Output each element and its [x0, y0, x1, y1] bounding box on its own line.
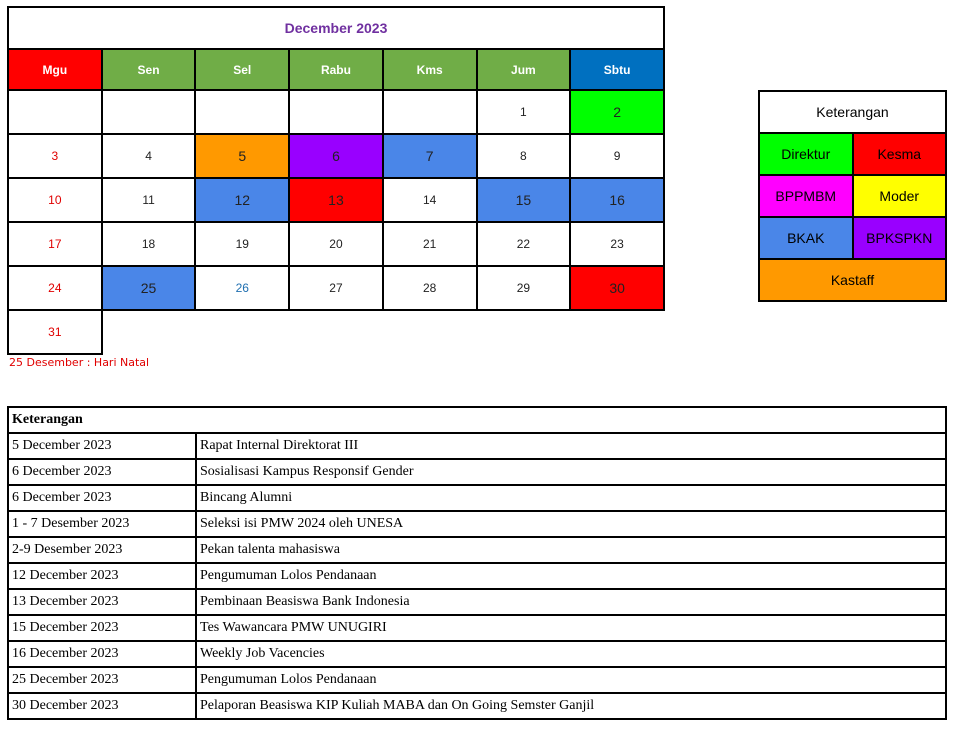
day-cell: 23: [570, 222, 664, 266]
day-cell: 17: [8, 222, 102, 266]
legend-item-kastaff: Kastaff: [759, 259, 946, 301]
event-description: Sosialisasi Kampus Responsif Gender: [196, 459, 946, 485]
day-cell: [289, 90, 383, 134]
day-cell: 15: [477, 178, 571, 222]
day-cell: 21: [383, 222, 477, 266]
calendar-title: December 2023: [8, 7, 664, 49]
day-cell: 24: [8, 266, 102, 310]
day-cell: 22: [477, 222, 571, 266]
day-cell: 11: [102, 178, 196, 222]
color-legend: [758, 90, 947, 302]
event-date: 25 December 2023: [8, 667, 196, 693]
event-date: 1 - 7 Desember 2023: [8, 511, 196, 537]
day-cell: 7: [383, 134, 477, 178]
event-description: Bincang Alumni: [196, 485, 946, 511]
weekday-header: Sen: [102, 49, 196, 90]
event-date: 6 December 2023: [8, 485, 196, 511]
day-cell: 10: [8, 178, 102, 222]
legend-item: BPPMBM: [759, 175, 853, 217]
table-row: [8, 615, 946, 641]
table-row: [8, 433, 946, 459]
day-cell: 26: [195, 266, 289, 310]
legend-item: Kesma: [853, 133, 947, 175]
day-cell: 20: [289, 222, 383, 266]
table-row: [8, 641, 946, 667]
event-description: Weekly Job Vacencies: [196, 641, 946, 667]
event-date: 30 December 2023: [8, 693, 196, 719]
table-row: [8, 537, 946, 563]
events-table: [7, 406, 947, 720]
table-row: [8, 667, 946, 693]
weekday-header: Sel: [195, 49, 289, 90]
day-cell: [383, 90, 477, 134]
event-description: Rapat Internal Direktorat III: [196, 433, 946, 459]
table-row: [8, 693, 946, 719]
event-date: 15 December 2023: [8, 615, 196, 641]
calendar-week: [8, 90, 664, 134]
day-cell: 9: [570, 134, 664, 178]
day-cell: 19: [195, 222, 289, 266]
event-description: Pengumuman Lolos Pendanaan: [196, 667, 946, 693]
legend-item: Moder: [853, 175, 947, 217]
day-cell: [195, 90, 289, 134]
event-date: 16 December 2023: [8, 641, 196, 667]
day-cell: 2: [570, 90, 664, 134]
day-cell: 1: [477, 90, 571, 134]
calendar-week: [8, 222, 664, 266]
holiday-note: 25 Desember : Hari Natal: [9, 356, 150, 369]
weekday-header: Rabu: [289, 49, 383, 90]
calendar-grid: [7, 6, 665, 355]
calendar-week: [8, 134, 664, 178]
weekday-header: Sbtu: [570, 49, 664, 90]
day-cell: 28: [383, 266, 477, 310]
day-cell: 6: [289, 134, 383, 178]
event-date: 12 December 2023: [8, 563, 196, 589]
empty-area: [102, 310, 664, 354]
day-cell: 31: [8, 310, 102, 354]
table-row: [8, 563, 946, 589]
weekday-header: Jum: [477, 49, 571, 90]
day-cell: 16: [570, 178, 664, 222]
day-cell: 4: [102, 134, 196, 178]
event-description: Pekan talenta mahasiswa: [196, 537, 946, 563]
legend-title: Keterangan: [759, 91, 946, 133]
event-description: Pelaporan Beasiswa KIP Kuliah MABA dan On Going Semster Ganjil: [196, 693, 946, 719]
event-description: Tes Wawancara PMW UNUGIRI: [196, 615, 946, 641]
day-cell: 12: [195, 178, 289, 222]
day-cell: [102, 90, 196, 134]
day-cell: 18: [102, 222, 196, 266]
events-title: Keterangan: [8, 407, 946, 433]
day-cell: 30: [570, 266, 664, 310]
event-description: Seleksi isi PMW 2024 oleh UNESA: [196, 511, 946, 537]
table-row: [8, 511, 946, 537]
day-cell: 14: [383, 178, 477, 222]
calendar-week: [8, 178, 664, 222]
day-cell: 27: [289, 266, 383, 310]
table-row: [8, 459, 946, 485]
day-cell: 8: [477, 134, 571, 178]
weekday-header: Kms: [383, 49, 477, 90]
day-cell: 13: [289, 178, 383, 222]
day-cell: 29: [477, 266, 571, 310]
day-cell: 5: [195, 134, 289, 178]
calendar-week: [8, 266, 664, 310]
event-description: Pengumuman Lolos Pendanaan: [196, 563, 946, 589]
table-row: [8, 589, 946, 615]
event-date: 13 December 2023: [8, 589, 196, 615]
day-cell: 3: [8, 134, 102, 178]
weekday-header: Mgu: [8, 49, 102, 90]
legend-item: BKAK: [759, 217, 853, 259]
event-date: 5 December 2023: [8, 433, 196, 459]
event-date: 6 December 2023: [8, 459, 196, 485]
weekday-header-row: [8, 49, 664, 90]
event-description: Pembinaan Beasiswa Bank Indonesia: [196, 589, 946, 615]
event-date: 2-9 Desember 2023: [8, 537, 196, 563]
day-cell: [8, 90, 102, 134]
calendar-week: [8, 310, 664, 354]
day-cell: 25: [102, 266, 196, 310]
table-row: [8, 485, 946, 511]
legend-item: Direktur: [759, 133, 853, 175]
legend-item: BPKSPKN: [853, 217, 947, 259]
